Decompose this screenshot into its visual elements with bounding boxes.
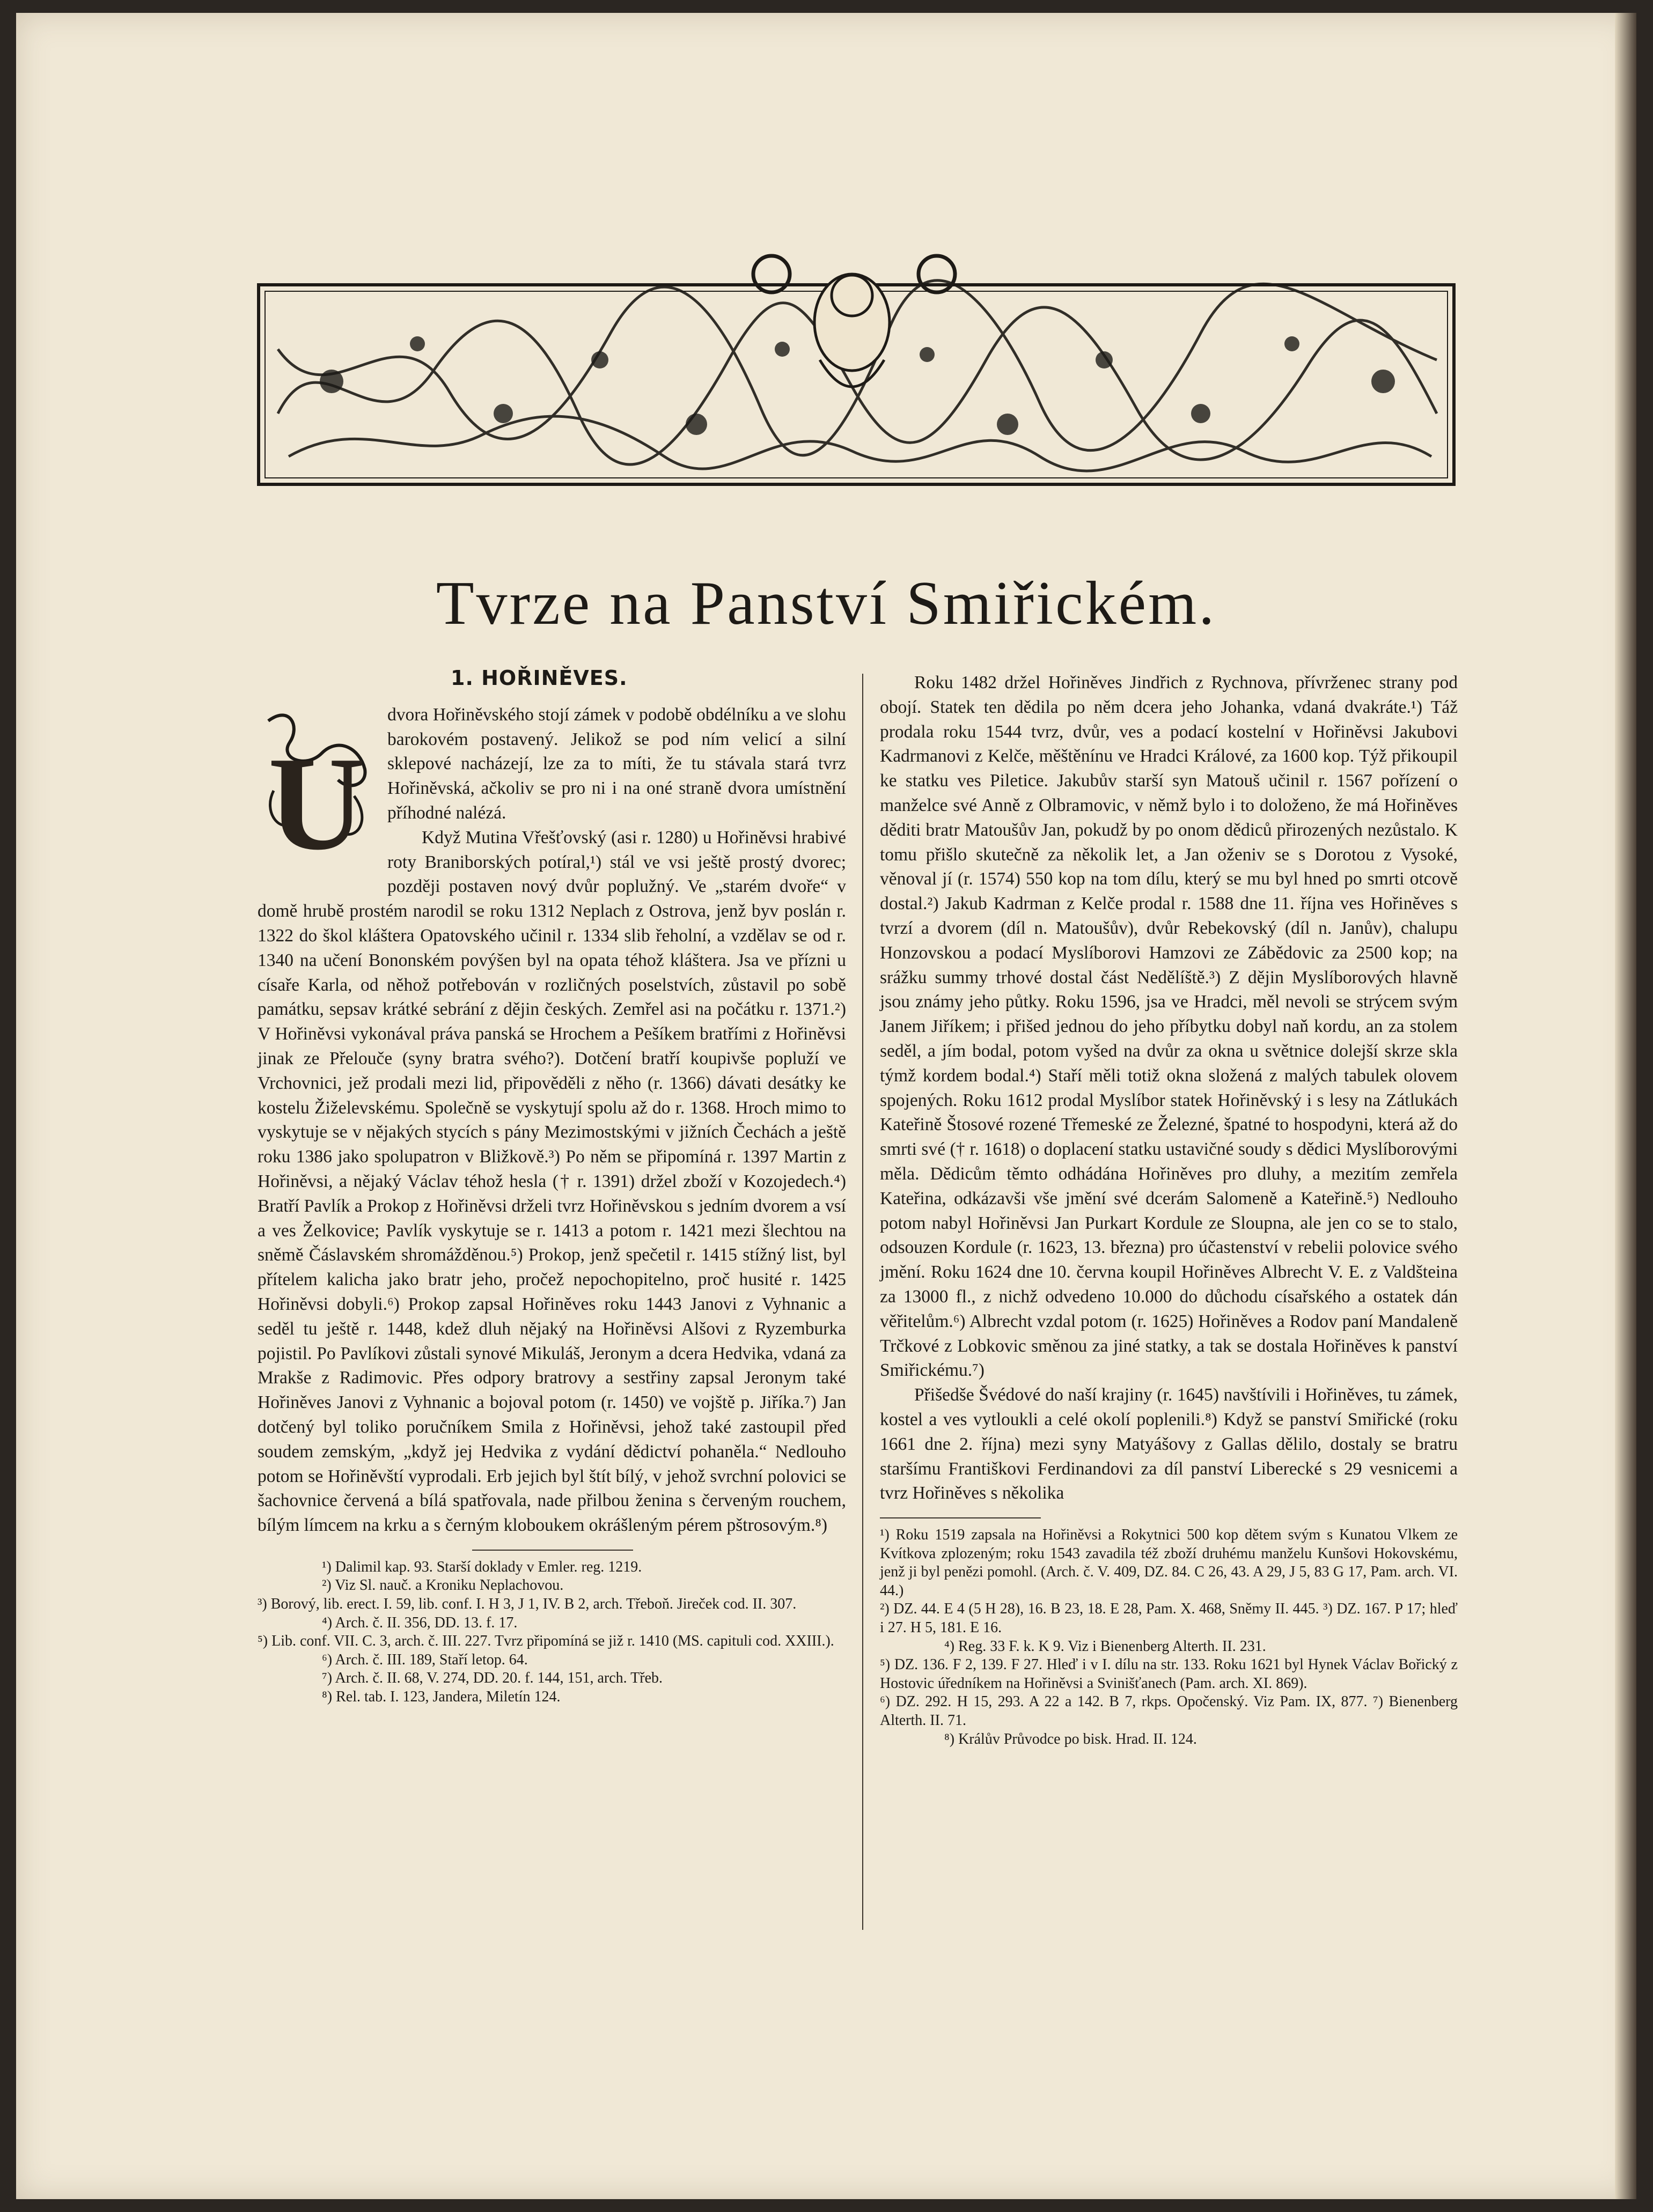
paragraph: Když Mutina Vřešťovský (asi r. 1280) u Hořiněvsi hrabivé roty Braniborských potíral,¹) stál ve vsi ještě prostý dvorec; později postaven nový dvůr poplužný. Ve „starém dvoře“ v domě hrubě prostém narodil se roku 1312 Neplach z Ostrova, jenž byv poslán r. 1322 do škol kláštera Opatovského učinil r. 1334 slib řeholní, a vzdělav se od r. 1340 na učení Bononském povýšen byl na opata téhož kláštera. Jsa ve přízni u císaře Karla, od něhož potřebován v rozličných poselstvích, zůstavil po sobě památku, sepsav krátké sebrání z dějin českých. Zemřel asi na počátku r. 1371.²) V Hořiněvsi vykonával práva panská se Hrochem a Pešíkem bratřími z Hořiněvsi jinak ze Přelouče (syny bratra svého?). Dotčení bratří koupivše popluží ve Vrchovnici, jež prodali mezi lid, připověděli z něho (r. 1366) dávati desátky ke kostelu Žiželevskému. Společně se vyskytují spolu až do r. 1368. Hroch mimo to vyskytuje se v nějakých stycích s pány Mezimostskými v jižních Čechách a ještě roku 1386 jako spolupatron v Bližkově.³) Po něm se připomíná r. 1397 Martin z Hořiněvsi, a nějaký Václav téhož hesla († r. 1391) držel zboží v Kozojedech.⁴) Bratří Pavlík a Prokop z Hořiněvsi drželi tvrz Hořiněvskou s jedním dvorem a vsí a ves Želkovice; Pavlík vyskytuje se r. 1413 a potom r. 1421 mezi šlechtou na sněmě Čáslavském shromážděnou.⁵) Prokop, jenž spečetil r. 1415 stížný list, byl přítelem kalicha jako bratr jeho, pročež nepochopitelno, proč husité r. 1425 Hořiněvsi dobyli.⁶) Prokop zapsal Hořiněves roku 1443 Janovi z Vyhnanic a seděl tu ještě r. 1448, kdež dluh nějaký na Hořiněvsi Alšovi z Ryzemburka pojistil. Po Pavlíkovi zůstali synové Mikuláš, Jeronym a dcera Hedvika, vdaná za Mrakše z Radimovic. Přes odpory bratrovy a sestřiny zapsal Jeronym také Hořiněves Janovi z Vyhnanic a bojoval potom (r. 1450) ve vojště p. Jiříka.⁷) Jan dotčený byl toliko poručníkem Smila z Hořiněvsi, jehož také zastoupil před soudem zemským, „když jej Hedvika z vydání dědictví pohaněla.“ Nedlouho potom se Hořiněvští vyprodali. Erb jejich byl štít bílý, v jehož svrchní polovici se šachovnice červená a bílá spatřovala, nade přilbou ženina s červeným rouchem, bílým límcem na krku a s černým kloboukem okrášleným pérem pštrosovým.⁸) [258, 827, 846, 1536]
ornate-initial-graphic [258, 705, 376, 875]
footnote: ⁵) Lib. conf. VII. C. 3, arch. č. III. 227. Tvrz připomíná se již r. 1410 (MS. capituli cod. XXIII.). [258, 1633, 834, 1650]
footnote: ⁴) Reg. 33 F. k. K 9. Viz i Bienenberg Alterth. II. 231. [944, 1638, 1266, 1655]
footnote: ¹) Roku 1519 zapsala na Hořiněvsi a Rokytnici 500 kop dětem svým s Kunatou Vlkem ze Kvítkova zplozeným; roku 1543 zavadila též zboží druhému manželu Kunšovi Hokovskému, jenž ji byl penězi pomohl. (Arch. č. V. 409, DZ. 84. C 26, 43. A 29, J 5, 83 G 17, Pam. arch. VI. 44.) [880, 1527, 1458, 1599]
footnote: ⁶) DZ. 292. H 15, 293. A 22 a 142. B 7, rkps. Opočenský. Viz Pam. IX, 877. ⁷) Bienenberg Alterth. II. 71. [880, 1693, 1458, 1729]
footnote: ⁴) Arch. č. II. 356, DD. 13. f. 17. [322, 1614, 518, 1631]
book-spine [1615, 13, 1636, 2199]
page [16, 13, 1636, 2199]
footnote-separator [472, 1550, 633, 1551]
page-title: Tvrze na Panství Smiřickém. [436, 569, 1217, 638]
section-title: HOŘINĚVES. [481, 666, 628, 690]
left-column [258, 666, 846, 1707]
paragraph: Přišedše Švédové do naší krajiny (r. 1645) navštívili i Hořiněves, tu zámek, kostel a ves vytloukli a celé okolí poplenili.⁸) Když se panství Smiřické (roku 1661 dne 2. října) mezi syny Matyášovy z Gallas dělilo, dostaly se bratru staršímu Františkovi Ferdinandovi za díl panství Liberecké s 29 vesnicemi a tvrz Hořiněves s několika [880, 1385, 1458, 1503]
footnote: ²) Viz Sl. nauč. a Kroniku Neplachovou. [322, 1577, 564, 1594]
footnote-separator [880, 1517, 1041, 1518]
footnote: ³) Borový, lib. erect. I. 59, lib. conf. I. H 3, J 1, IV. B 2, arch. Třeboň. Jireček cod. II. 307. [258, 1596, 797, 1613]
paragraph: dvora Hořiněvského stojí zámek v podobě obdélníku a ve slohu barokovém postavený. Jelikož se pod ním velicí a silní sklepové nacházejí, lze za to míti, že tu stávala stará tvrz Hořiněvská, ačkoliv se pro ni i na oné straně dvora umístnění příhodné nalézá. [387, 704, 846, 823]
dropcap-letter: U [268, 729, 365, 875]
footnote: ⁵) DZ. 136. F 2, 139. F 27. Hleď i v I. dílu na str. 133. Roku 1621 byl Hynek Václav Bořický z Hostovic úředníkem na Hořiněvsi a Svinišťanech (Pam. arch. XI. 869). [880, 1656, 1458, 1692]
right-column [880, 670, 1458, 1749]
footnotes [880, 1526, 1458, 1749]
footnote: ⁶) Arch. č. III. 189, Staří letop. 64. [322, 1651, 528, 1668]
footnotes [258, 1558, 846, 1707]
footnote: ⁸) Králův Průvodce po bisk. Hrad. II. 124. [944, 1730, 1197, 1748]
footnote: ¹) Dalimil kap. 93. Starší doklady v Emler. reg. 1219. [322, 1558, 642, 1575]
decorative-initial [258, 705, 376, 875]
column-divider [862, 674, 863, 1930]
footnote: ⁷) Arch. č. II. 68, V. 274, DD. 20. f. 144, 151, arch. Třeb. [322, 1670, 663, 1687]
footnote: ²) DZ. 44. E 4 (5 H 28), 16. B 23, 18. E 28, Pam. X. 468, Sněmy II. 445. ³) DZ. 167. P 17; hleď i 27. H 5, 181. E 16. [880, 1601, 1458, 1636]
section-number: 1. [451, 666, 474, 690]
ornamental-header-illustration [256, 253, 1456, 486]
paragraph: Roku 1482 držel Hořiněves Jindřich z Rychnova, přívrženec strany pod obojí. Statek ten dědila po něm dcera jeho Johanka, vdaná dvakráte.¹) Táž prodala roku 1544 tvrz, dvůr, ves a podací kostelní v Hořiněvsi Jakubovi Kadrmanovi z Kelče, měštěnínu ve Hradci Králové, za 1600 kop. Týž přikoupil ke statku ves Piletice. Jakubův starší syn Matouš učinil r. 1567 pořízení o manželce své Anně z Olbramovic, v němž bylo i to doloženo, že má Hořiněves děditi bratr Matoušův Jan, pokudž by po onom dědiců přirozených nezůstalo. K tomu přišlo skutečně za několik let, a Jan oženiv se s Dorotou z Vysoké, věnoval jí (r. 1574) 550 kop na tom dílu, který se mu byl hned po smrti otcově dostal.²) Jakub Kadrman z Kelče prodal r. 1588 dne 11. října ves Hořiněves s tvrzí a dvorem (díl n. Matoušův), dvůr Rebekovský (díl n. Janův), chalupu Honzovskou a podací Myslíborovi Hamzovi ze Zábědovic za 2500 kop; na srážku summy trhové dostal část Nedělíště.³) Z dějin Myslíborových hlavně jsou známy jeho půtky. Roku 1596, jsa ve Hradci, měl nevoli se strýcem svým Janem Jiříkem; i přišed jednou do jeho příbytku dobyl naň kordu, an za stolem seděl, a jím bodal, potom vyšed na dvůr za okna u světnice dolejší skrze skla týmž kordem bodal.⁴) Staří měli totiž okna složená z malých tabulek olovem spojených. Roku 1612 prodal Myslíbor statek Hořiněvský i s lesy na Zátlukách Kateřině Štosové rozené Třemeské ze Železné, špatné to hospodyni, která až do smrti své († r. 1618) o doplacení statku ustavičné soudy s dědici Myslíborovými měla. Dědicům těmto odhádána Hořiněves pro dluhy, a mezitím zemřela Kateřina, odkázavši vše jmění své dcerám Salomeně a Kateřině.⁵) Nedlouho potom nabyl Hořiněvsi Jan Purkart Kordule ze Sloupna, ale jen co se to stalo, odsouzen Kordule (r. 1623, 13. března) pro účastenství v rebelii polovice svého jmění. Roku 1624 dne 10. června koupil Hořiněves Albrecht V. E. z Valdšteina za 13000 fl., z nichž odvedeno 10.000 do důchodu císařského a ostatek dán věřitelům.⁶) Albrecht vzdal potom (r. 1625) Hořiněves a Rodov paní Mandaleně Trčkové z Lobkovic směnou za jiné statky, a tak se dostala Hořiněves k panství Smiřickému.⁷) [880, 673, 1458, 1381]
footnote: ⁸) Rel. tab. I. 123, Jandera, Miletín 124. [322, 1689, 561, 1706]
section-heading [451, 666, 846, 691]
